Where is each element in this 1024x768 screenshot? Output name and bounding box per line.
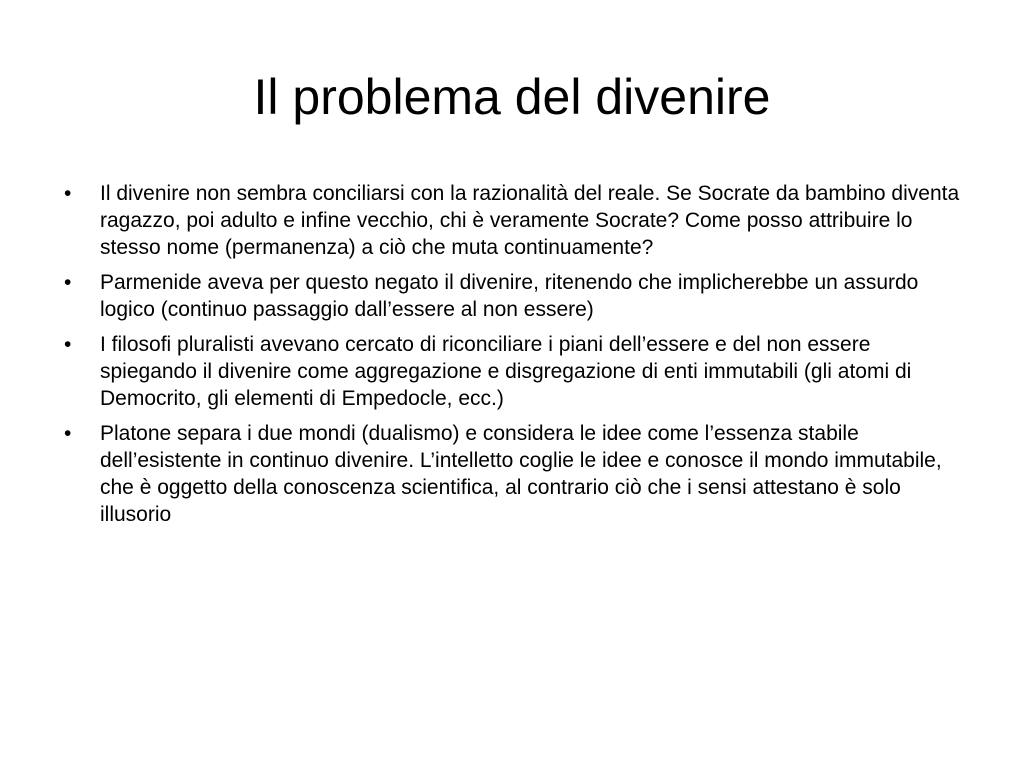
bullet-dot-icon: •: [64, 271, 72, 294]
bullet-dot-icon: •: [64, 182, 72, 205]
bullet-item: [60, 180, 965, 261]
bullet-text: I filosofi pluralisti avevano cercato di riconciliare i piani dell’essere e del non essere spiegando il divenire come aggregazione e disgregazione di enti immutabili (gli atomi di Democrito, gli elementi di Empedocle, ecc.): [100, 333, 912, 410]
bullet-dot-icon: •: [64, 333, 72, 356]
bullet-list: [60, 180, 965, 536]
bullet-text: Parmenide aveva per questo negato il divenire, ritenendo che implicherebbe un assurdo logico (continuo passaggio dall’essere al non essere): [100, 271, 919, 321]
bullet-dot-icon: •: [64, 422, 72, 445]
bullet-item: [60, 420, 965, 528]
slide-title: Il problema del divenire: [253, 69, 771, 125]
bullet-item: [60, 269, 965, 323]
bullet-text: Il divenire non sembra conciliarsi con la razionalità del reale. Se Socrate da bambino diventa ragazzo, poi adulto e infine vecchio, chi è veramente Socrate? Come posso attribuire lo stesso nome (permanenza) a ciò che muta continuamente?: [100, 182, 960, 259]
bullet-item: [60, 331, 965, 412]
bullet-text: Platone separa i due mondi (dualismo) e considera le idee come l’essenza stabile dell’esistente in continuo divenire. L’intelletto coglie le idee e conosce il mondo immutabile, che è oggetto della conoscenza scientifica, al contrario ciò che i sensi attestano è solo illusorio: [100, 422, 942, 526]
